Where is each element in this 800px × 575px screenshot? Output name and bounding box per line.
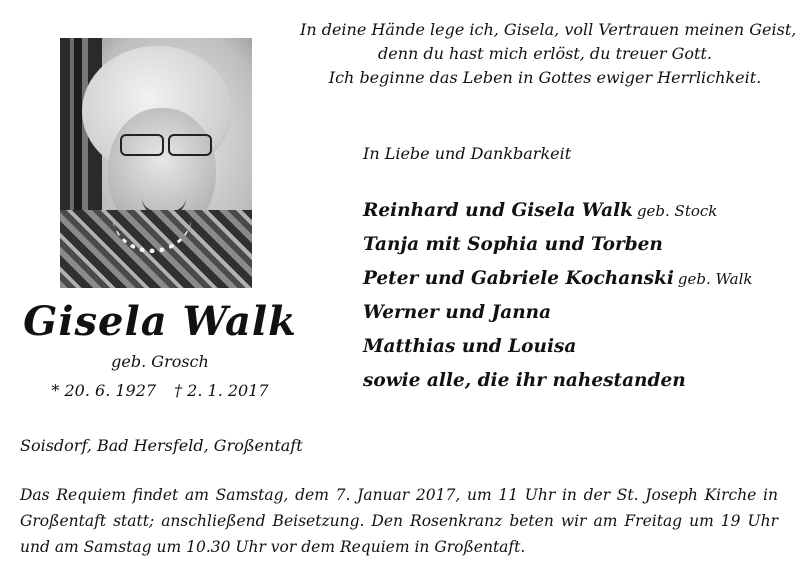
portrait-photo (60, 38, 252, 288)
family-member (363, 264, 793, 298)
family-member (363, 230, 793, 264)
death-date: † 2. 1. 2017 (174, 381, 269, 400)
verse-line: In deine Hände lege ich, Gisela, voll Vertrauen meinen Geist, (300, 20, 797, 39)
life-dates (20, 381, 300, 400)
family-member (363, 332, 793, 366)
family-names: Reinhard und Gisela Walk (363, 200, 633, 221)
birth-date: * 20. 6. 1927 (51, 381, 157, 400)
verse-line: denn du hast mich erlöst, du treuer Gott. (378, 44, 712, 63)
bible-verse (300, 18, 797, 90)
funeral-notice: Das Requiem findet am Samstag, dem 7. Januar 2017, um 11 Uhr in der St. Joseph Kirche in Großentaft statt; anschließend Beisetzung. Den Rosenkranz beten wir am Freitag um 19 Uhr und am Samstag um 10.30 Uhr vor dem Requiem in Großentaft. (20, 486, 778, 556)
family-member (363, 298, 793, 332)
place-line: Soisdorf, Bad Hersfeld, Großentaft (20, 436, 303, 455)
family-member (363, 196, 793, 230)
family-names: Peter und Gabriele Kochanski (363, 268, 674, 289)
family-names: Tanja mit Sophia und Torben (363, 234, 663, 255)
verse-line: Ich beginne das Leben in Gottes ewiger Herrlichkeit. (328, 68, 762, 87)
family-nee: geb. Walk (677, 270, 753, 288)
family-member (363, 366, 793, 400)
family-list (363, 196, 793, 400)
deceased-name: Gisela Walk (23, 298, 297, 345)
photo-glasses (116, 134, 214, 156)
family-names: Werner und Janna (363, 302, 552, 323)
family-names: sowie alle, die ihr nahestanden (363, 370, 686, 391)
birth-name: geb. Grosch (111, 352, 209, 371)
family-names: Matthias und Louisa (363, 336, 577, 357)
family-nee: geb. Stock (636, 202, 718, 220)
thanks-line: In Liebe und Dankbarkeit (363, 144, 572, 163)
